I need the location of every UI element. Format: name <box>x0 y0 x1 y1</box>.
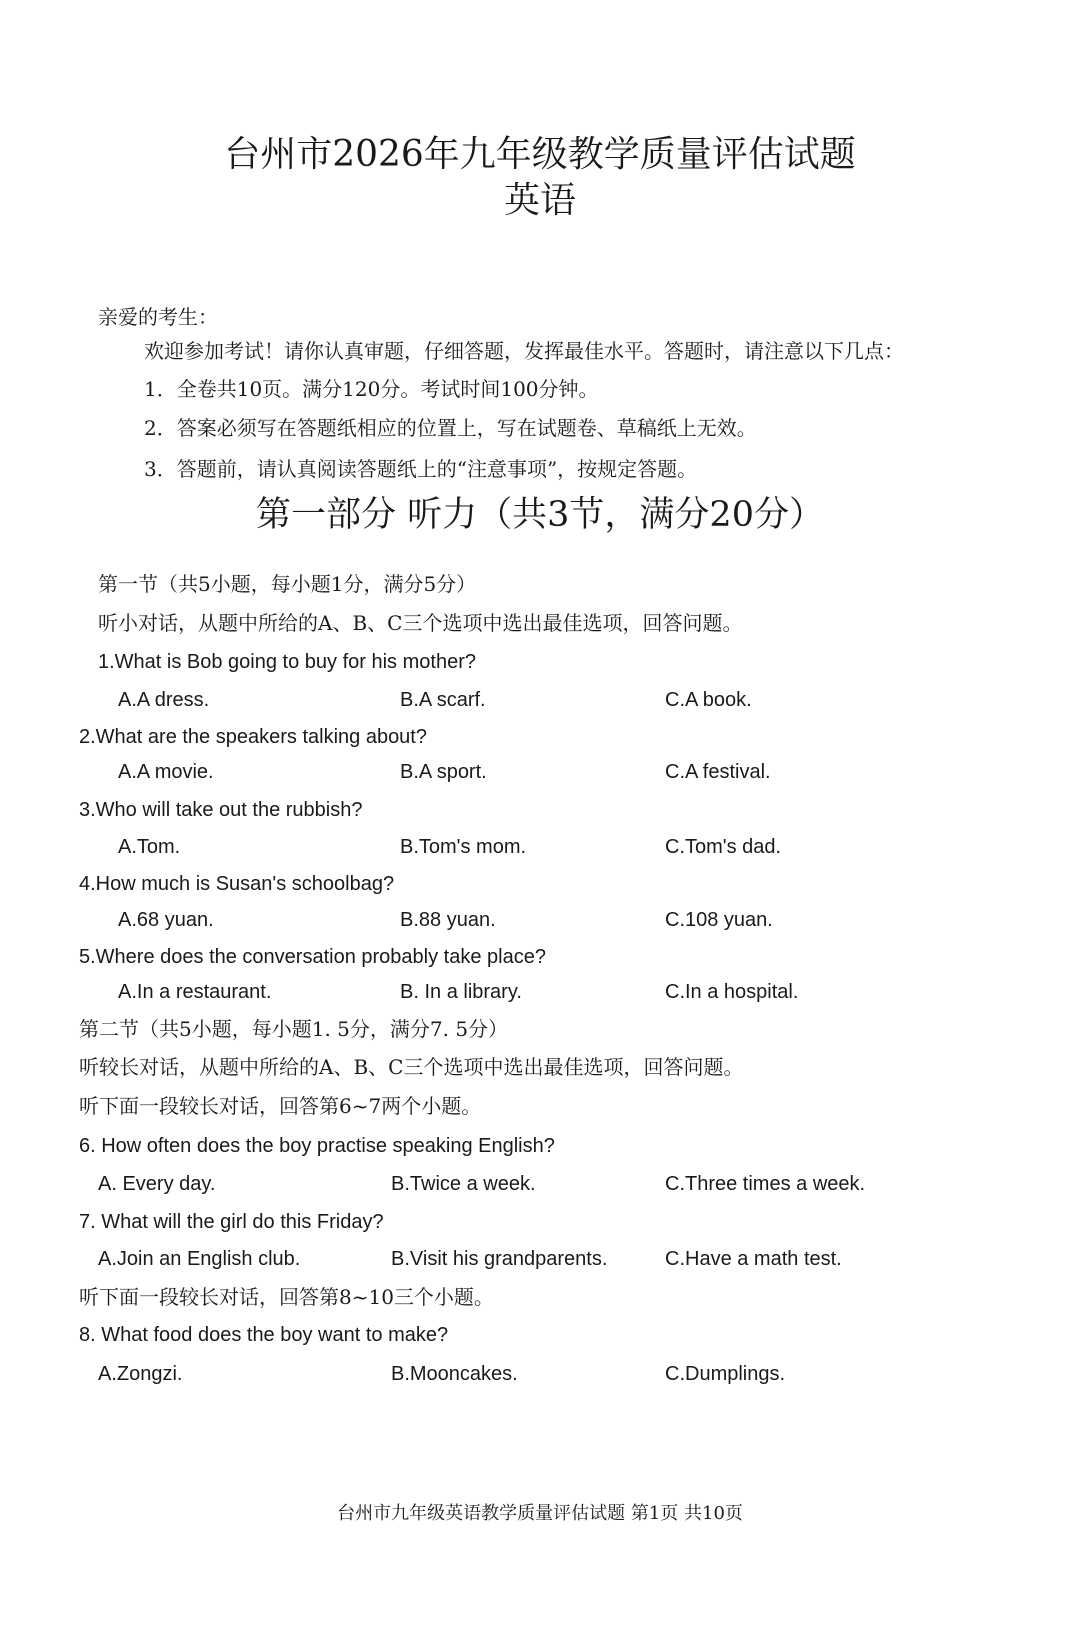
option-3a: A.Tom. <box>118 836 181 858</box>
question-1: 1.What is Bob going to buy for his mother? <box>98 651 476 673</box>
option-1c: C.A book. <box>665 689 752 711</box>
section2-instruction: 听较长对话，从题中所给的A、B、C三个选项中选出最佳选项，回答问题。 <box>79 1055 744 1079</box>
option-7c: C.Have a math test. <box>665 1248 842 1270</box>
question-3: 3.Who will take out the rubbish? <box>79 799 363 821</box>
page-footer: 台州市九年级英语教学质量评估试题 第1页 共10页 <box>337 1503 743 1524</box>
option-4c: C.108 yuan. <box>665 909 773 931</box>
option-2b: B.A sport. <box>400 761 487 783</box>
question-4: 4.How much is Susan's schoolbag? <box>79 873 395 895</box>
option-5c: C.In a hospital. <box>665 981 799 1003</box>
section1-instruction: 听小对话，从题中所给的A、B、C三个选项中选出最佳选项，回答问题。 <box>98 611 743 635</box>
section1-heading: 第一节（共5小题，每小题1分，满分5分） <box>98 572 477 596</box>
option-3c: C.Tom's dad. <box>665 836 782 858</box>
option-5b: B. In a library. <box>400 981 522 1003</box>
option-6c: C.Three times a week. <box>665 1173 866 1195</box>
exam-title: 台州市2026年九年级教学质量评估试题 <box>224 134 856 175</box>
note-1: 1．全卷共10页。满分120分。考试时间100分钟。 <box>144 377 599 401</box>
option-8c: C.Dumplings. <box>665 1363 786 1385</box>
dialog1-intro: 听下面一段较长对话，回答第6~7两个小题。 <box>79 1094 482 1118</box>
greeting: 亲爱的考生： <box>98 305 218 329</box>
option-6b: B.Twice a week. <box>391 1173 536 1195</box>
question-5: 5.Where does the conversation probably take place? <box>79 946 546 968</box>
part-heading: 第一部分 听力（共3节，满分20分） <box>256 495 824 535</box>
option-4b: B.88 yuan. <box>400 909 496 931</box>
welcome-text: 欢迎参加考试！请你认真审题，仔细答题，发挥最佳水平。答题时，请注意以下几点： <box>144 339 904 363</box>
question-2: 2.What are the speakers talking about? <box>79 726 427 748</box>
option-1a: A.A dress. <box>118 689 210 711</box>
question-6: 6. How often does the boy practise speaking English? <box>79 1135 555 1157</box>
option-2c: C.A festival. <box>665 761 771 783</box>
option-8a: A.Zongzi. <box>98 1363 183 1385</box>
option-3b: B.Tom's mom. <box>400 836 527 858</box>
exam-subject: 英语 <box>503 180 576 221</box>
option-2a: A.A movie. <box>118 761 214 783</box>
option-7a: A.Join an English club. <box>98 1248 301 1270</box>
option-6a: A. Every day. <box>98 1173 216 1195</box>
section2-heading: 第二节（共5小题，每小题1. 5分，满分7. 5分） <box>79 1017 509 1041</box>
option-8b: B.Mooncakes. <box>391 1363 518 1385</box>
question-7: 7. What will the girl do this Friday? <box>79 1211 384 1233</box>
option-1b: B.A scarf. <box>400 689 486 711</box>
note-3: 3．答题前，请认真阅读答题纸上的“注意事项”，按规定答题。 <box>144 457 698 481</box>
question-8: 8. What food does the boy want to make? <box>79 1324 449 1346</box>
option-4a: A.68 yuan. <box>118 909 214 931</box>
note-2: 2．答案必须写在答题纸相应的位置上，写在试题卷、草稿纸上无效。 <box>144 416 757 440</box>
option-7b: B.Visit his grandparents. <box>391 1248 608 1270</box>
dialog2-intro: 听下面一段较长对话，回答第8~10三个小题。 <box>79 1285 494 1309</box>
option-5a: A.In a restaurant. <box>118 981 272 1003</box>
